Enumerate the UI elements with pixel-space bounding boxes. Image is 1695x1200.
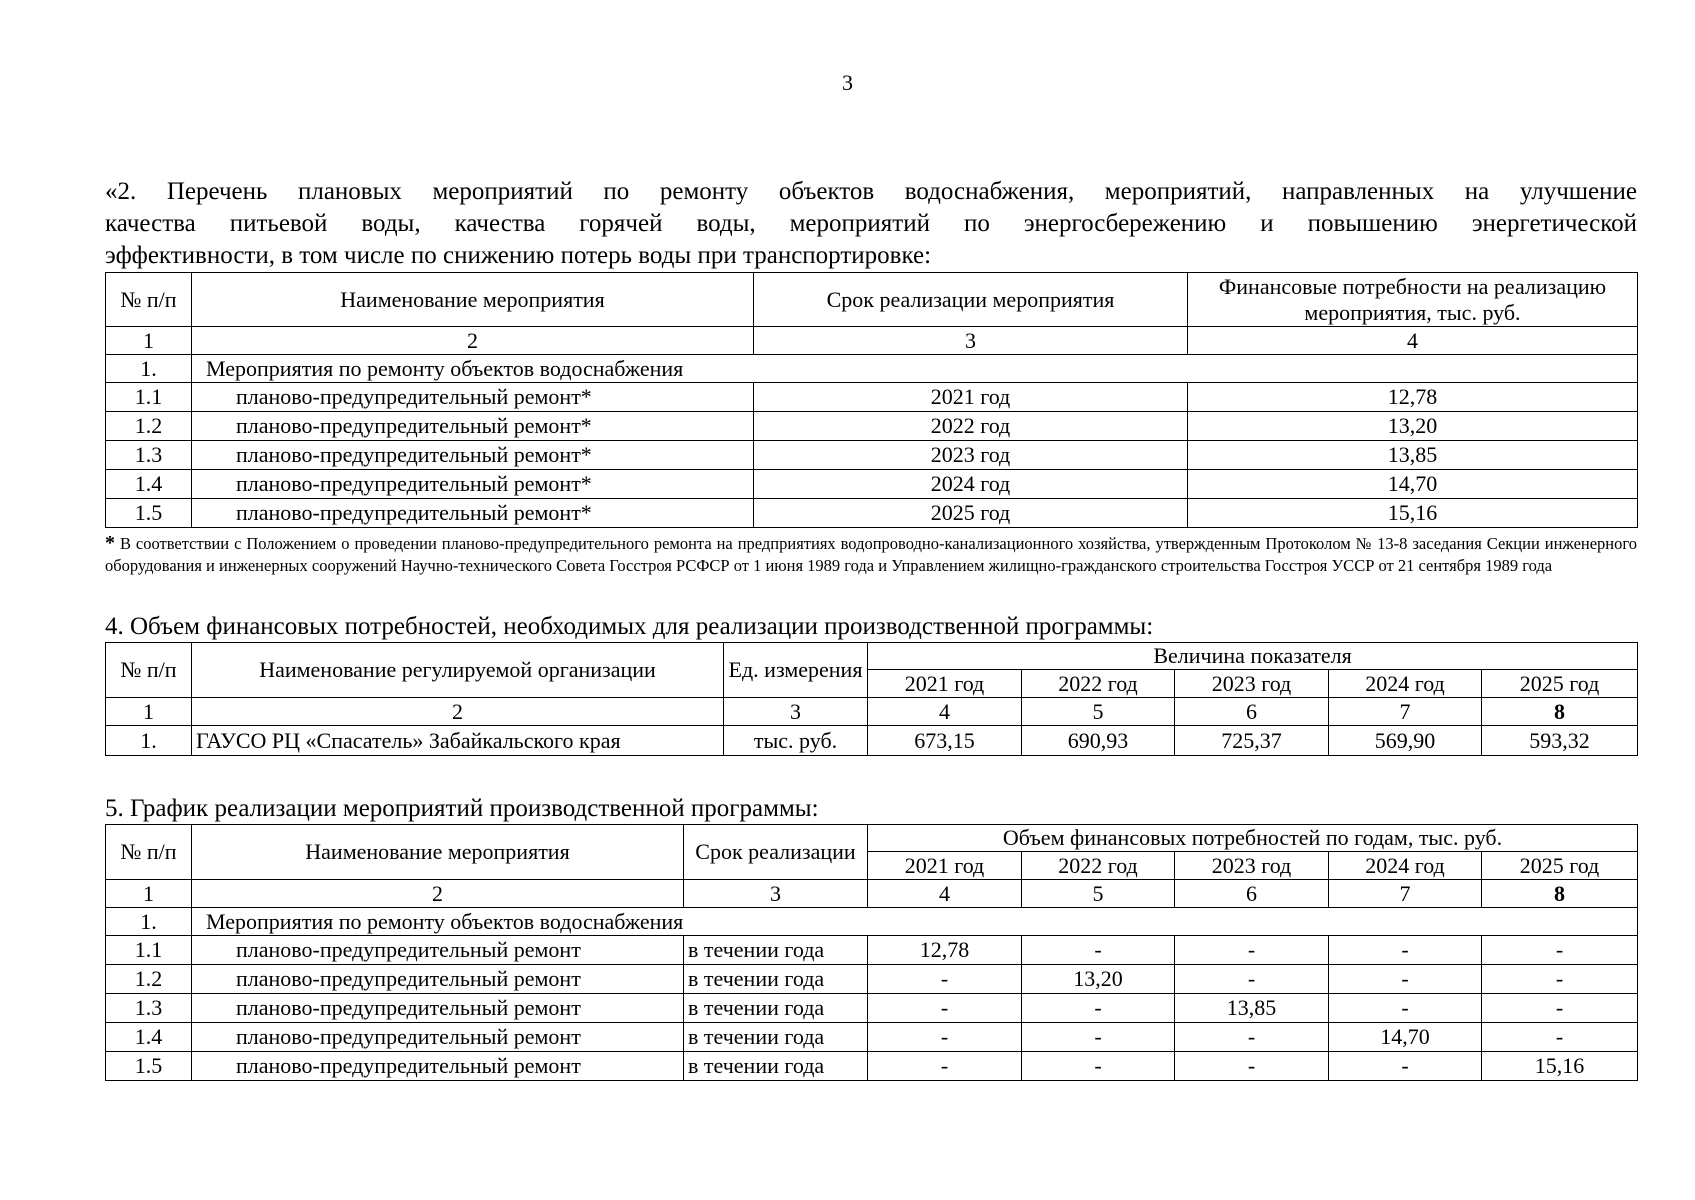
row-term: 2024 год xyxy=(754,470,1188,499)
col-number: 7 xyxy=(1329,698,1482,726)
section5-title: 5. График реализации мероприятий производственной программы: xyxy=(105,795,819,822)
row-org: ГАУСО РЦ «Спасатель» Забайкальского края xyxy=(192,726,724,756)
row-term: 2023 год xyxy=(754,441,1188,470)
row-num: 1.2 xyxy=(106,965,192,994)
year-2024: 2024 год xyxy=(1329,670,1482,698)
col-number: 8 xyxy=(1482,880,1638,908)
table-row xyxy=(106,936,1638,965)
header-value: Величина показателя xyxy=(868,643,1638,670)
footnote-text: В соответствии с Положением о проведении планово-предупредительного ремонта на предприятиях водопроводно-канализационного хозяйства, утвержденным Протоколом № 13-8 заседания Секции инженерного оборудования и инженерных сооружений Научно-технического Совета Госстроя РСФСР от 1 июня 1989 года и Управлением жилищно-гражданского строительства Госстроя УССР от 21 сентября 1989 года xyxy=(105,534,1637,575)
header-unit: Ед. измерения xyxy=(724,643,868,698)
row-term: в течении года xyxy=(684,965,868,994)
col-number: 3 xyxy=(684,880,868,908)
header-name: Наименование мероприятия xyxy=(192,273,754,327)
col-number: 5 xyxy=(1022,880,1175,908)
table-row xyxy=(106,1023,1638,1052)
header-term: Срок реализации мероприятия xyxy=(754,273,1188,327)
table-row xyxy=(106,441,1638,470)
group-num: 1. xyxy=(106,355,192,383)
col-number: 6 xyxy=(1175,698,1329,726)
year-2025: 2025 год xyxy=(1482,852,1638,880)
row-value: - xyxy=(1175,1023,1329,1052)
table-row xyxy=(106,470,1638,499)
header-name: Наименование мероприятия xyxy=(192,825,684,880)
col-number: 3 xyxy=(724,698,868,726)
col-number: 3 xyxy=(754,327,1188,355)
row-name: планово-предупредительный ремонт xyxy=(192,965,684,994)
row-num: 1.4 xyxy=(106,1023,192,1052)
col-number: 6 xyxy=(1175,880,1329,908)
col-number: 1 xyxy=(106,698,192,726)
row-num: 1.3 xyxy=(106,441,192,470)
row-num: 1.1 xyxy=(106,383,192,412)
col-number: 4 xyxy=(868,880,1022,908)
header-num: № п/п xyxy=(106,273,192,327)
year-2021: 2021 год xyxy=(868,852,1022,880)
table-row xyxy=(106,726,1638,756)
row-value-2023: 725,37 xyxy=(1175,726,1329,756)
col-number: 2 xyxy=(192,327,754,355)
year-2021: 2021 год xyxy=(868,670,1022,698)
section2-title-line-2: качества питьевой воды, качества горячей воды, мероприятий по энергосбережению и повышению энергетической xyxy=(105,210,1637,237)
row-name: планово-предупредительный ремонт* xyxy=(192,499,754,528)
row-value-2021: 673,15 xyxy=(868,726,1022,756)
year-2022: 2022 год xyxy=(1022,852,1175,880)
row-value: 13,20 xyxy=(1022,965,1175,994)
row-value: - xyxy=(1329,994,1482,1023)
year-2023: 2023 год xyxy=(1175,852,1329,880)
section5-table xyxy=(105,824,1638,1081)
table-row xyxy=(106,383,1638,412)
row-value: - xyxy=(1329,936,1482,965)
table-row xyxy=(106,1052,1638,1081)
col-number: 8 xyxy=(1482,698,1638,726)
section2-title-line-1: «2. Перечень плановых мероприятий по ремонту объектов водоснабжения, мероприятий, направленных на улучшение xyxy=(105,178,1637,205)
table-row xyxy=(106,499,1638,528)
header-amount: Финансовые потребности на реализацию мероприятия, тыс. руб. xyxy=(1188,273,1638,327)
row-term: 2025 год xyxy=(754,499,1188,528)
col-number: 2 xyxy=(192,880,684,908)
header-volume: Объем финансовых потребностей по годам, тыс. руб. xyxy=(868,825,1638,852)
footnote-star: * xyxy=(105,532,115,554)
year-2024: 2024 год xyxy=(1329,852,1482,880)
row-amount: 13,20 xyxy=(1188,412,1638,441)
row-name: планово-предупредительный ремонт* xyxy=(192,441,754,470)
row-term: 2022 год xyxy=(754,412,1188,441)
section2-title-line-3: эффективности, в том числе по снижению потерь воды при транспортировке: xyxy=(105,242,932,269)
year-2022: 2022 год xyxy=(1022,670,1175,698)
row-value: - xyxy=(868,1023,1022,1052)
row-value: 14,70 xyxy=(1329,1023,1482,1052)
row-name: планово-предупредительный ремонт xyxy=(192,994,684,1023)
row-num: 1.4 xyxy=(106,470,192,499)
row-value: - xyxy=(1022,1052,1175,1081)
row-amount: 12,78 xyxy=(1188,383,1638,412)
section2-table xyxy=(105,272,1638,528)
row-name: планово-предупредительный ремонт xyxy=(192,1023,684,1052)
table-row xyxy=(106,994,1638,1023)
row-num: 1. xyxy=(106,726,192,756)
row-term: в течении года xyxy=(684,994,868,1023)
row-value: - xyxy=(868,965,1022,994)
row-name: планово-предупредительный ремонт* xyxy=(192,470,754,499)
row-unit: тыс. руб. xyxy=(724,726,868,756)
row-num: 1.1 xyxy=(106,936,192,965)
row-amount: 14,70 xyxy=(1188,470,1638,499)
row-value-2022: 690,93 xyxy=(1022,726,1175,756)
col-number: 4 xyxy=(1188,327,1638,355)
header-term: Срок реализации xyxy=(684,825,868,880)
group-num: 1. xyxy=(106,908,192,936)
row-value: - xyxy=(1175,936,1329,965)
row-value: - xyxy=(1175,965,1329,994)
row-value: 12,78 xyxy=(868,936,1022,965)
col-number: 5 xyxy=(1022,698,1175,726)
row-value: - xyxy=(1022,994,1175,1023)
row-value: - xyxy=(868,994,1022,1023)
year-2023: 2023 год xyxy=(1175,670,1329,698)
header-num: № п/п xyxy=(106,825,192,880)
row-num: 1.3 xyxy=(106,994,192,1023)
row-value: 13,85 xyxy=(1175,994,1329,1023)
section4-title: 4. Объем финансовых потребностей, необходимых для реализации производственной программы: xyxy=(105,613,1154,640)
row-value: - xyxy=(1175,1052,1329,1081)
row-num: 1.5 xyxy=(106,499,192,528)
col-number: 2 xyxy=(192,698,724,726)
row-num: 1.5 xyxy=(106,1052,192,1081)
col-number: 7 xyxy=(1329,880,1482,908)
header-num: № п/п xyxy=(106,643,192,698)
row-name: планово-предупредительный ремонт xyxy=(192,936,684,965)
row-name: планово-предупредительный ремонт* xyxy=(192,383,754,412)
row-value: - xyxy=(1329,965,1482,994)
row-term: в течении года xyxy=(684,1023,868,1052)
row-value: 15,16 xyxy=(1482,1052,1638,1081)
col-number: 4 xyxy=(868,698,1022,726)
section4-table xyxy=(105,642,1638,756)
page-number: 3 xyxy=(842,70,853,95)
group-label: Мероприятия по ремонту объектов водоснабжения xyxy=(192,355,1638,383)
footnote xyxy=(105,532,1637,577)
table-row xyxy=(106,965,1638,994)
row-value-2025: 593,32 xyxy=(1482,726,1638,756)
row-value: - xyxy=(1482,936,1638,965)
row-amount: 13,85 xyxy=(1188,441,1638,470)
col-number: 1 xyxy=(106,327,192,355)
table-row xyxy=(106,412,1638,441)
col-number: 1 xyxy=(106,880,192,908)
row-value-2024: 569,90 xyxy=(1329,726,1482,756)
header-org: Наименование регулируемой организации xyxy=(192,643,724,698)
group-label: Мероприятия по ремонту объектов водоснабжения xyxy=(192,908,1638,936)
row-value: - xyxy=(1482,965,1638,994)
row-name: планово-предупредительный ремонт xyxy=(192,1052,684,1081)
row-value: - xyxy=(1482,1023,1638,1052)
year-2025: 2025 год xyxy=(1482,670,1638,698)
row-name: планово-предупредительный ремонт* xyxy=(192,412,754,441)
row-term: 2021 год xyxy=(754,383,1188,412)
row-term: в течении года xyxy=(684,936,868,965)
row-value: - xyxy=(1022,936,1175,965)
row-num: 1.2 xyxy=(106,412,192,441)
row-amount: 15,16 xyxy=(1188,499,1638,528)
row-value: - xyxy=(868,1052,1022,1081)
row-term: в течении года xyxy=(684,1052,868,1081)
row-value: - xyxy=(1022,1023,1175,1052)
row-value: - xyxy=(1329,1052,1482,1081)
row-value: - xyxy=(1482,994,1638,1023)
